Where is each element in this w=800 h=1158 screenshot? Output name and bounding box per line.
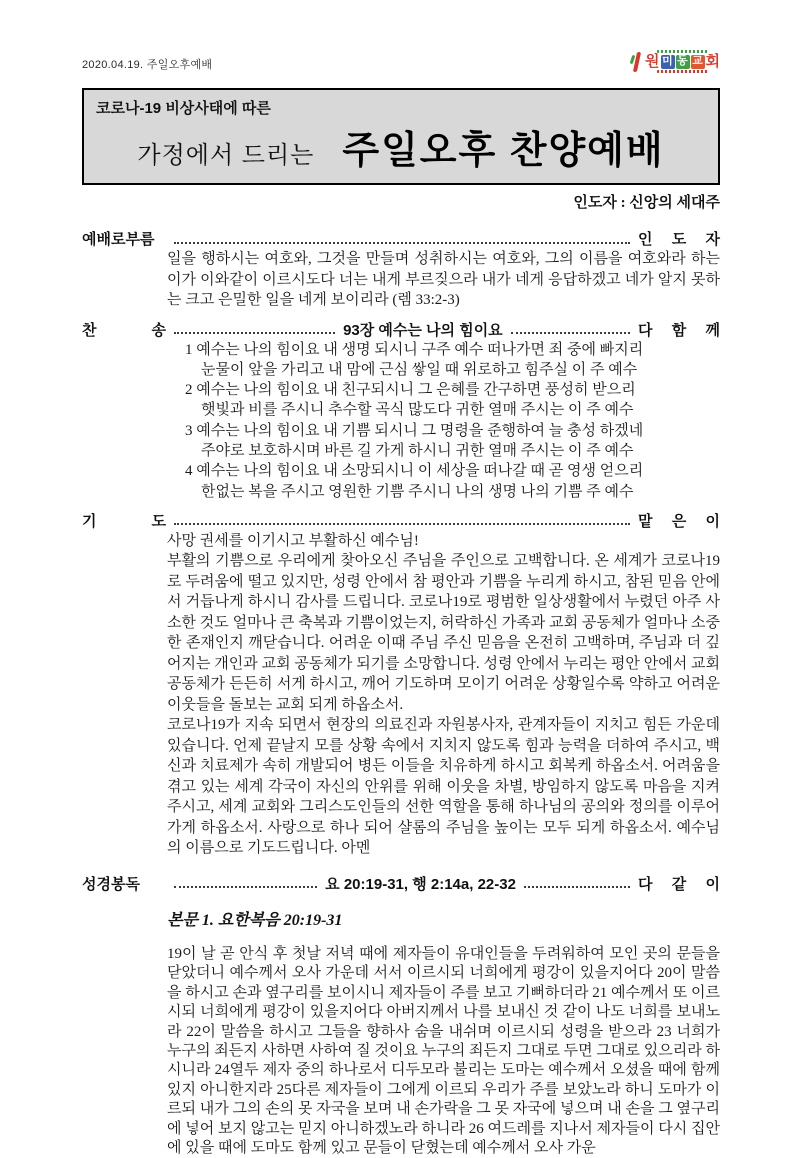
dotted-leader <box>174 332 335 334</box>
order-label: 성경봉독 <box>82 875 140 893</box>
leader-line: 인도자 : 신앙의 세대주 <box>573 195 720 211</box>
order-assignee: 다 함 께 <box>638 321 720 339</box>
prayer-paragraph: 부활의 기쁨으로 우리에게 찾아오신 주님을 주인으로 고백합니다. 온 세계가 코로나19로 두려움에 떨고 있지만, 성령 안에서 참 평안과 기쁨을 누리게 하시고, 참된 믿음 안에서 거듭나게 하시니 감사를 드립니다. 코로나19로 평범한 일상생활에서 누렸던 아주 사소한 것도 얼마나 큰 축복과 기쁨이었는지, 허락하신 가족과 교회 공동체가 얼마나 소중한 존재인지 깨닫습니다. 어려운 이때 주님 주신 믿음을 온전히 고백하며, 주님과 더 깊어지는 개인과 교회 공동체가 되기를 소망합니다. 성령 안에서 누리는 평안 안에서 교회 공동체가 든든히 서게 하시고, 깨어 기도하며 모이기 어려운 상황일수록 약하고 어려운 이웃들을 돌보는 교회 되게 하옵소서. <box>167 553 720 713</box>
logo-char: 교 <box>692 55 703 67</box>
title-tagline: 코로나-19 비상사태에 따른 <box>96 100 271 117</box>
logo-caption-bottom <box>657 70 709 73</box>
logo-wordmark <box>645 50 720 73</box>
reading-heading: 본문 1. 요한복음 20:19-31 <box>167 911 343 929</box>
date-label: 2020.04.19. 주일오후예배 <box>82 59 213 71</box>
prayer-text <box>167 531 720 859</box>
hymn-line: 햇빛과 비를 주시니 추수할 곡식 많도다 귀한 열매 주시는 이 주 예수 <box>201 402 634 419</box>
dotted-leader <box>524 886 630 888</box>
logo-char: 동 <box>677 55 688 67</box>
church-logo <box>630 50 720 73</box>
order-row-scripture-reading <box>82 873 720 894</box>
logo-mark-icon <box>630 52 643 72</box>
scripture-quote: 일을 행하시는 여호와, 그것을 만들며 성취하시는 여호와, 그의 이름을 여호와라 하는 이가 이와같이 이르시도다 너는 내게 부르짖으라 내가 네게 응답하겠고 네가 알지 못하는 크고 은밀한 일을 네게 보이리라 (렘 33:2-3) <box>167 251 720 308</box>
order-row-prayer <box>82 510 720 531</box>
passage-text: 19이 날 곧 안식 후 첫날 저녁 때에 제자들이 유대인들을 두려워하여 모인 곳의 문들을 닫았더니 예수께서 오사 가운데 서서 이르시되 너희에게 평강이 있을지어다 20이 말씀을 하시고 손과 옆구리를 보이시니 제자들이 주를 보고 기뻐하더라 21 예수께서 또 이르시되 너희에게 평강이 있을지어다 아버지께서 나를 보내신 것 같이 나도 너희를 보내노라 22이 말씀을 하시고 그들을 향하사 숨을 내쉬며 이르시되 성령을 받으라 23 너희가 누구의 죄든지 사하면 사하여 질 것이요 누구의 죄든지 그대로 두면 그대로 있으리라 하시니라 24열두 제자 중의 하나로서 디두모라 불리는 도마는 예수께서 오셨을 때에 함께 있지 아니한지라 25다른 제자들이 그에게 이르되 우리가 주를 보았노라 하니 도마가 이르되 내가 그의 손의 못 자국을 보며 내 손가락을 그 못 자국에 넣으며 내 손을 그 옆구리에 넣어 보지 않고는 믿지 아니하겠노라 하니라 26 여드레를 지나서 제자들이 다시 집안에 있을 때에 도마도 함께 있고 문들이 닫혔는데 예수께서 오사 가운 <box>167 945 720 1156</box>
order-assignee: 맡 은 이 <box>638 512 720 530</box>
dotted-leader <box>174 886 317 888</box>
scripture-passage <box>167 945 720 1158</box>
order-label: 기 도 <box>82 512 166 530</box>
dotted-leader <box>511 332 630 334</box>
logo-char: 원 <box>645 53 660 70</box>
order-assignee: 다 같 이 <box>638 875 720 893</box>
hymn-line: 1 예수는 나의 힘이요 내 생명 되시니 구주 예수 떠나가면 죄 중에 빠지리 <box>185 341 644 358</box>
logo-char: 회 <box>705 53 720 70</box>
page-title: 주일오후 찬양예배 <box>342 130 665 172</box>
order-row-call-to-worship <box>82 228 720 249</box>
page-header <box>82 50 720 76</box>
order-row-hymn <box>82 319 720 340</box>
hymn-line: 주야로 보호하시며 바른 길 가게 하시니 귀한 열매 주시는 이 주 예수 <box>201 442 634 459</box>
order-assignee: 인 도 자 <box>638 231 720 248</box>
hymn-title: 93장 예수는 나의 힘이요 <box>343 321 503 339</box>
logo-char: 미 <box>662 55 673 67</box>
dotted-leader <box>174 523 630 525</box>
scripture-reference: 요 20:19-31, 행 2:14a, 22-32 <box>325 875 516 893</box>
prayer-paragraph: 코로나19가 지속 되면서 현장의 의료진과 자원봉사자, 관계자들이 지치고 힘든 가운데 있습니다. 언제 끝날지 모를 상황 속에서 지치지 않도록 힘과 능력을 더하여 주시고, 백신과 치료제가 속히 개발되어 병든 이들을 치유하게 하시고 회복케 하옵소서. 어려움을 겪고 있는 세계 각국이 자신의 안위를 위해 이웃을 차별, 방임하지 않도록 마음을 지켜주시고, 세계 교회와 그리스도인들의 선한 역할을 통해 하나님의 공의와 정의를 이루어 가게 하옵소서. 사랑으로 하나 되어 샬롬의 주님을 높이는 모두 되게 하옵소서. 예수님의 이름으로 기도드립니다. 아멘 <box>167 717 720 857</box>
hymn-line: 한없는 복을 주시고 영원한 기쁨 주시니 나의 생명 나의 기쁨 주 예수 <box>201 483 634 500</box>
dotted-leader <box>174 242 630 244</box>
order-label: 예배로부름 <box>82 231 155 248</box>
prayer-intro: 사망 권세를 이기시고 부활하신 예수님! <box>167 532 419 549</box>
hymn-line: 눈물이 앞을 가리고 내 맘에 근심 쌓일 때 위로하고 힘주실 이 주 예수 <box>201 361 638 378</box>
hymn-line: 4 예수는 나의 힘이요 내 소망되시니 이 세상을 떠나갈 때 곧 영생 얻으리 <box>185 463 644 480</box>
title-box <box>82 88 720 185</box>
title-prefix: 가정에서 드리는 <box>137 142 315 169</box>
hymn-line: 3 예수는 나의 힘이요 내 기쁨 되시니 그 명령을 준행하여 늘 충성 하겠네 <box>185 422 644 439</box>
hymn-line: 2 예수는 나의 힘이요 내 친구되시니 그 은혜를 간구하면 풍성히 받으리 <box>185 382 636 399</box>
call-to-worship-text <box>167 249 720 311</box>
hymn-lyrics <box>185 340 720 502</box>
order-label: 찬 송 <box>82 321 166 339</box>
logo-caption-top <box>657 50 709 53</box>
logo-characters <box>645 54 720 69</box>
title-line <box>96 119 706 174</box>
